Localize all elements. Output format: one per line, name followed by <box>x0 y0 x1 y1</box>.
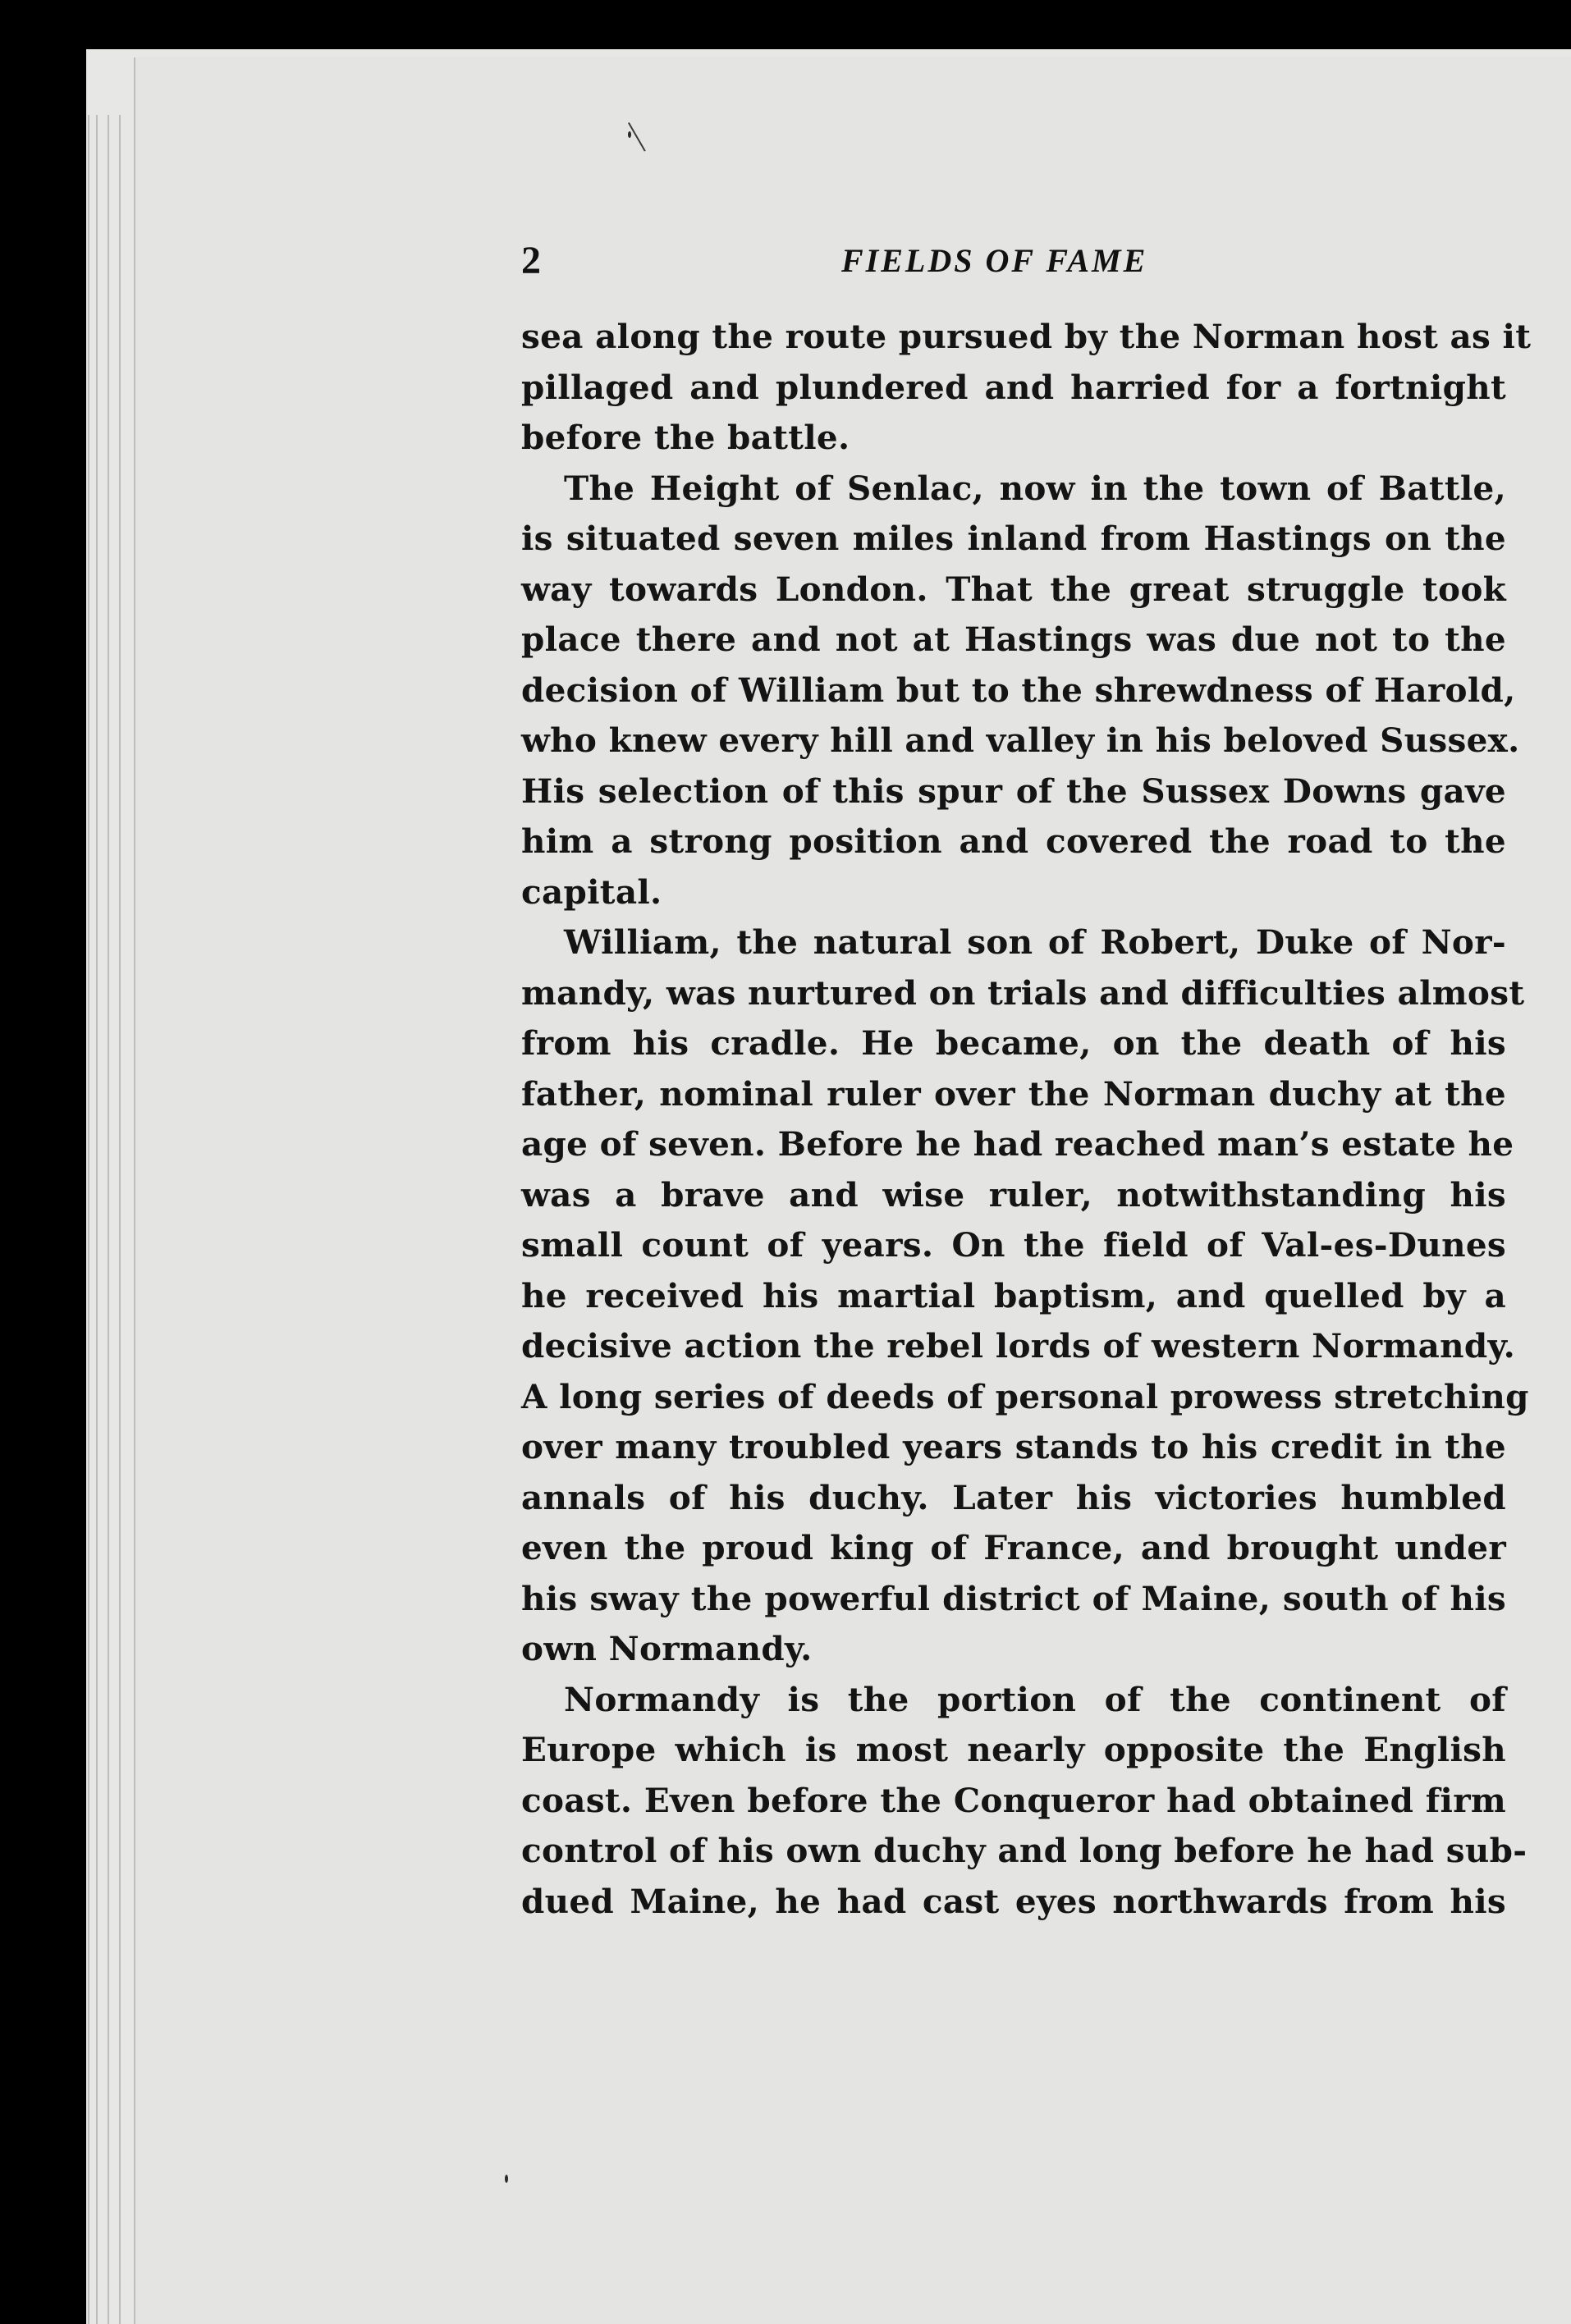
text-line: William, the natural son of Robert, Duke of Nor- <box>564 922 1506 962</box>
page-edge-line <box>119 115 121 2324</box>
text-line: way towards London. That the great struggle took <box>521 569 1506 609</box>
text-line: own Normandy. <box>521 1629 813 1668</box>
text-line: His selection of this spur of the Sussex Downs gave <box>521 771 1506 811</box>
text-line: who knew every hill and valley in his beloved Sussex. <box>521 721 1520 760</box>
text-line: pillaged and plundered and harried for a fortnight <box>521 367 1506 407</box>
page-edge-line <box>108 115 109 2324</box>
text-line: he received his martial baptism, and quelled by a <box>521 1275 1506 1315</box>
page-number: 2 <box>521 239 541 282</box>
page-edge-line <box>88 115 89 2324</box>
text-line: from his cradle. He became, on the death of his <box>521 1023 1506 1063</box>
text-line: place there and not at Hastings was due not to the <box>521 620 1506 659</box>
scan-border-top <box>0 0 1571 49</box>
text-line: decisive action the rebel lords of western Normandy. <box>521 1326 1516 1366</box>
text-line: Normandy is the portion of the continent of <box>564 1679 1506 1719</box>
text-line: his sway the powerful district of Maine, south of his <box>521 1578 1506 1618</box>
page-edge-line <box>96 115 98 2324</box>
text-line: annals of his duchy. Later his victories humbled <box>521 1477 1506 1517</box>
text-line: is situated seven miles inland from Hastings on the <box>521 519 1506 558</box>
paragraph <box>521 1675 1527 1928</box>
page-content <box>521 238 1532 1927</box>
text-line: father, nominal ruler over the Norman duchy at the <box>521 1073 1506 1114</box>
text-line: dued Maine, he had cast eyes northwards from his <box>521 1881 1506 1921</box>
text-line: him a strong position and covered the road to the <box>521 821 1506 861</box>
text-line: mandy, was nurtured on trials and difficulties almost <box>521 972 1525 1013</box>
text-line: sea along the route pursued by the Norman host as it <box>521 317 1532 356</box>
scan-speck <box>628 131 631 138</box>
paragraph <box>521 464 1520 918</box>
text-line: age of seven. Before he had reached man’s estate he <box>521 1124 1514 1164</box>
text-line: capital. <box>521 872 662 912</box>
running-title: FIELDS OF FAME <box>841 242 1148 279</box>
text-line: decision of William but to the shrewdness of Harold, <box>521 670 1516 710</box>
text-line: even the proud king of France, and brought under <box>521 1528 1506 1567</box>
text-line: A long series of deeds of personal prowess stretching <box>521 1376 1529 1416</box>
text-line: before the battle. <box>521 418 850 457</box>
paragraph <box>521 312 1532 464</box>
text-line: was a brave and wise ruler, notwithstanding his <box>521 1174 1506 1215</box>
text-line: control of his own duchy and long before he had sub- <box>521 1831 1527 1870</box>
text-line: over many troubled years stands to his credit in the <box>521 1427 1506 1466</box>
running-head <box>521 238 1506 287</box>
paragraph <box>521 917 1529 1675</box>
text-line: small count of years. On the field of Val-es-Dunes <box>521 1225 1506 1265</box>
text-line: The Height of Senlac, now in the town of Battle, <box>564 468 1506 508</box>
body-text <box>521 312 1532 1927</box>
text-line: coast. Even before the Conqueror had obtained firm <box>521 1780 1506 1820</box>
scan-speck <box>505 2175 508 2183</box>
text-line: Europe which is most nearly opposite the English <box>521 1730 1506 1769</box>
